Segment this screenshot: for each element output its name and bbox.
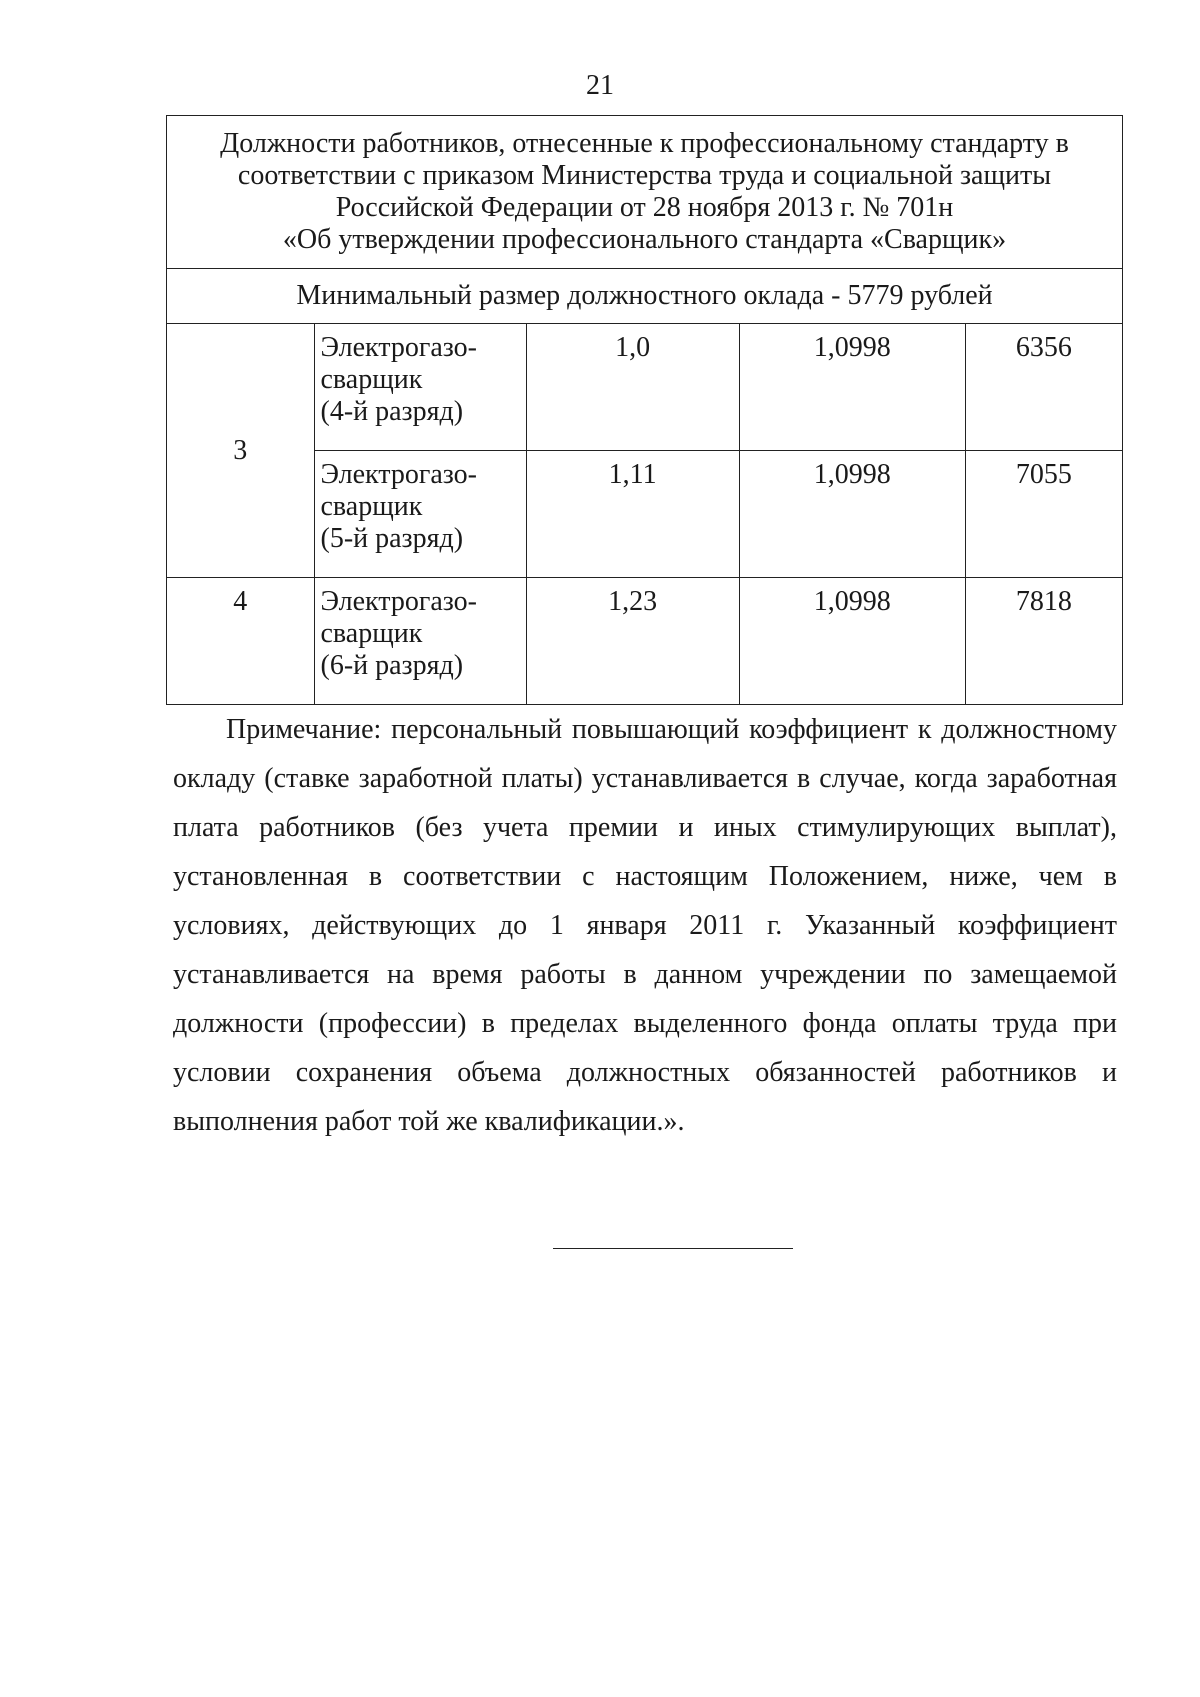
header-line: Российской Федерации от 28 ноября 2013 г. № 701н xyxy=(335,192,954,223)
salary-cell: 7818 xyxy=(965,578,1122,705)
min-salary-cell: Минимальный размер должностного оклада - 5779 рублей xyxy=(167,269,1123,324)
position-cell xyxy=(314,324,526,451)
table-row xyxy=(167,324,1123,451)
note-paragraph xyxy=(173,705,1117,1146)
salary-cell: 7055 xyxy=(965,451,1122,578)
position-line: Электрогазо- xyxy=(320,586,477,617)
min-salary-row xyxy=(167,269,1123,324)
header-line: соответствии с приказом Министерства труда и социальной защиты xyxy=(237,160,1052,191)
salary-table xyxy=(166,115,1123,705)
position-line: (4-й разряд) xyxy=(320,396,464,427)
position-line: Электрогазо- xyxy=(320,459,477,490)
header-line: «Об утверждении профессионального стандарта «Сварщик» xyxy=(282,224,1007,255)
increase-coefficient-cell: 1,0998 xyxy=(739,451,965,578)
table-header-cell xyxy=(167,116,1123,269)
end-separator-line xyxy=(553,1248,793,1249)
table-row xyxy=(167,578,1123,705)
position-line: сварщик xyxy=(320,364,423,395)
position-cell xyxy=(314,578,526,705)
note-text: Примечание: персональный повышающий коэффициент к должностному окладу (ставке заработной платы) устанавливается в случае, когда заработная плата работников (без учета премии и иных стимулирующих выплат), установленная в соответствии с настоящим Положением, ниже, чем в условиях, действующих до 1 января 2011 г. Указанный коэффициент устанавливается на время работы в данном учреждении по замещаемой должности (профессии) в пределах выделенного фонда оплаты труда при условии сохранения объема должностных обязанностей работников и выполнения работ той же квалификации.». xyxy=(173,714,1117,1137)
coefficient-cell: 1,0 xyxy=(526,324,739,451)
table-header-row xyxy=(167,116,1123,269)
header-line: Должности работников, отнесенные к профессиональному стандарту в xyxy=(220,128,1069,159)
position-line: сварщик xyxy=(320,491,423,522)
position-line: (5-й разряд) xyxy=(320,523,464,554)
position-cell xyxy=(314,451,526,578)
coefficient-cell: 1,23 xyxy=(526,578,739,705)
page-number: 21 xyxy=(586,70,614,101)
increase-coefficient-cell: 1,0998 xyxy=(739,324,965,451)
increase-coefficient-cell: 1,0998 xyxy=(739,578,965,705)
position-line: (6-й разряд) xyxy=(320,650,464,681)
qualification-group-cell: 3 xyxy=(167,324,315,578)
position-line: Электрогазо- xyxy=(320,332,477,363)
coefficient-cell: 1,11 xyxy=(526,451,739,578)
qualification-group-cell: 4 xyxy=(167,578,315,705)
position-line: сварщик xyxy=(320,618,423,649)
salary-cell: 6356 xyxy=(965,324,1122,451)
